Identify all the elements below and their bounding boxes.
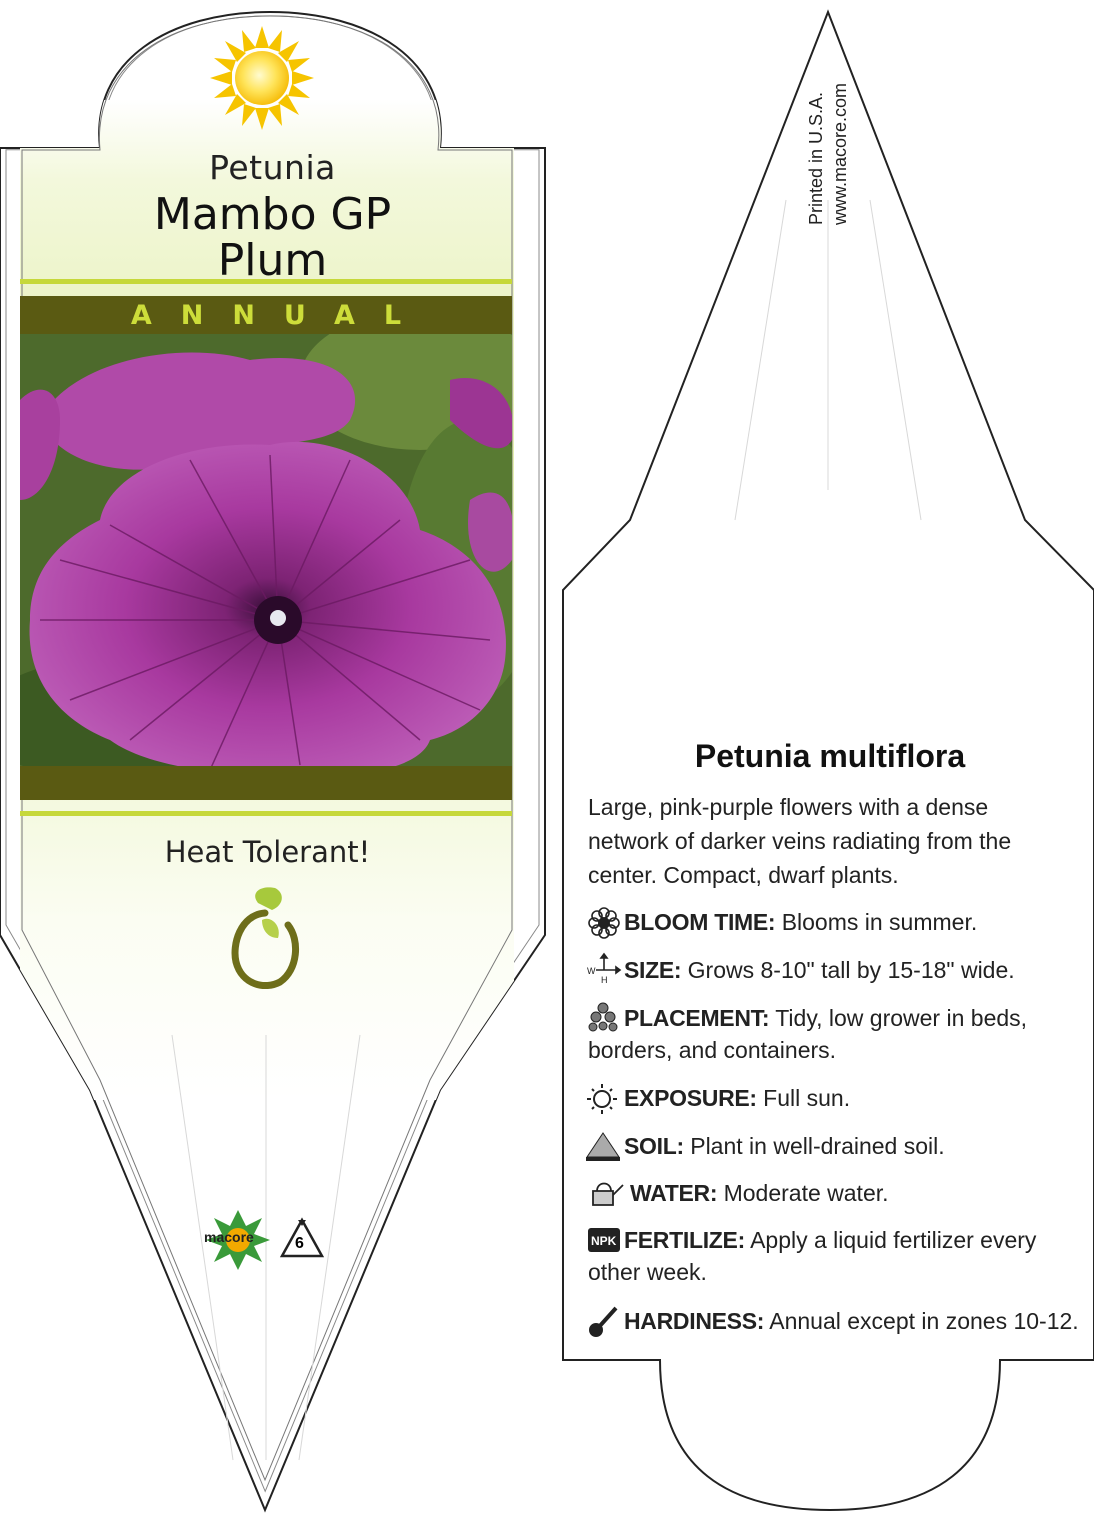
photo-bottom-band: [20, 766, 512, 800]
care-text: Full sun.: [763, 1085, 851, 1111]
care-hardiness: [588, 1305, 1094, 1337]
variety-name-line2: Plum: [217, 235, 328, 286]
sun-icon: [210, 26, 314, 130]
category-label: ANNUAL: [130, 300, 431, 331]
care-label: FERTILIZE:: [624, 1227, 745, 1253]
care-label: BLOOM TIME:: [624, 909, 776, 935]
care-size: [588, 954, 1094, 986]
care-label: SOIL:: [624, 1133, 684, 1159]
brand-name: macore: [204, 1229, 254, 1245]
care-fertilize: [588, 1224, 1068, 1288]
website-label: www.macore.com: [830, 82, 850, 225]
care-text: Tidy, low grower in beds, borders, and containers.: [588, 1005, 1028, 1063]
care-water: [588, 1177, 1094, 1209]
tagline: Heat Tolerant!: [164, 835, 371, 869]
care-bloom-time: [588, 906, 1094, 938]
care-exposure: [588, 1082, 1094, 1114]
svg-text:H: H: [601, 975, 608, 985]
care-label: WATER:: [630, 1180, 718, 1206]
svg-text:W: W: [587, 966, 596, 976]
printed-in-label: Printed in U.S.A.: [806, 91, 826, 225]
care-label: HARDINESS:: [624, 1308, 765, 1334]
care-label: SIZE:: [624, 957, 682, 983]
botanical-name: Petunia multiflora: [694, 738, 966, 774]
care-text: Blooms in summer.: [781, 909, 978, 935]
care-label: EXPOSURE:: [624, 1085, 757, 1111]
care-text: Plant in well-drained soil.: [690, 1133, 945, 1159]
care-text: Apply a liquid fertilizer every other week.: [588, 1227, 1037, 1285]
care-soil: [588, 1130, 1094, 1162]
svg-text:NPK: NPK: [591, 1234, 617, 1248]
plant-description: Large, pink-purple flowers with a dense network of darker veins radiating from the center. Compact, dwarf plants.: [588, 794, 1012, 888]
care-text: Moderate water.: [723, 1180, 889, 1206]
care-placement: [588, 1002, 1068, 1066]
care-text: Grows 8-10" tall by 15-18" wide.: [687, 957, 1015, 983]
tagline-divider: [20, 811, 512, 816]
care-text: Annual except in zones 10-12.: [769, 1308, 1079, 1334]
care-label: PLACEMENT:: [624, 1005, 770, 1031]
recycle-code: 6: [295, 1235, 304, 1252]
flower-photo: [0, 310, 540, 780]
common-name: Petunia: [209, 148, 336, 187]
variety-name-line1: Mambo GP: [153, 189, 392, 240]
